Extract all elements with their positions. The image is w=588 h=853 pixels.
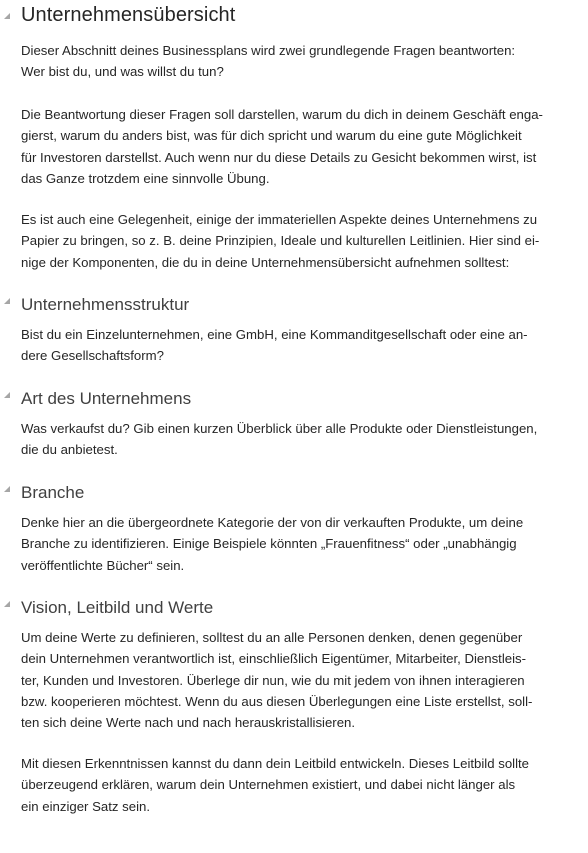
collapse-triangle-icon[interactable] bbox=[4, 601, 10, 607]
section-heading-art-des-unternehmens: Art des Unternehmens bbox=[21, 389, 192, 408]
text-line: ter, Kunden und Investoren. Überlege dir nun, wie du mit jedem von ihnen interagieren bbox=[21, 672, 525, 688]
text-line: gierst, warum du anders bist, was für dich spricht und warum du eine gute Möglichkeit bbox=[21, 128, 522, 144]
text-line: Denke hier an die übergeordnete Kategorie der von dir verkauften Produkte, um deine bbox=[21, 515, 524, 530]
text-line: Mit diesen Erkenntnissen kannst du dann dein Leitbild entwickeln. Dieses Leitbild sollte bbox=[21, 756, 530, 771]
section-heading-branche: Branche bbox=[21, 483, 85, 502]
text-line: dein Unternehmen verantwortlich ist, einschließlich Eigentümer, Mitarbeiter, Dienstleis- bbox=[21, 651, 527, 667]
text-line: Papier zu bringen, so z. B. deine Prinzipien, Ideale und kulturellen Leitlinien. Hier sind ei- bbox=[21, 233, 540, 249]
text-line: die du anbietest. bbox=[21, 442, 118, 458]
text-line: Was verkaufst du? Gib einen kurzen Überblick über alle Produkte oder Dienstleistungen, bbox=[21, 421, 538, 436]
collapse-triangle-icon[interactable] bbox=[4, 298, 10, 304]
intro-paragraph-3 bbox=[21, 209, 567, 273]
text-line: veröffentlichte Bücher“ sein. bbox=[21, 557, 185, 573]
text-line: dere Gesellschaftsform? bbox=[21, 348, 164, 364]
text-line: bzw. kooperieren möchtest. Wenn du aus diesen Überlegungen eine Liste erstellst, soll- bbox=[21, 693, 533, 709]
section-heading-unternehmensstruktur: Unternehmensstruktur bbox=[21, 295, 190, 314]
collapse-triangle-icon[interactable] bbox=[4, 13, 10, 19]
section-paragraph bbox=[21, 418, 567, 461]
collapse-triangle-icon[interactable] bbox=[4, 486, 10, 492]
page-title: Unternehmensübersicht bbox=[21, 4, 236, 26]
section-paragraph bbox=[21, 512, 567, 576]
text-line: ten sich deine Werte nach und nach herauskristallisieren. bbox=[21, 715, 356, 731]
text-line: für Investoren darstellst. Auch wenn nur du diese Details zu Gesicht bekommen wirst, ist bbox=[21, 149, 537, 165]
text-line: überzeugend erklären, warum dein Unternehmen existiert, und dabei nicht länger als bbox=[21, 777, 516, 793]
text-line: Es ist auch eine Gelegenheit, einige der immateriellen Aspekte deines Unternehmens zu bbox=[21, 212, 538, 227]
text-line: ein einziger Satz sein. bbox=[21, 798, 151, 814]
text-line: Um deine Werte zu definieren, solltest du an alle Personen denken, denen gegenüber bbox=[21, 630, 523, 645]
text-line: nige der Komponenten, die du in deine Unternehmensübersicht aufnehmen solltest: bbox=[21, 254, 510, 270]
collapse-triangle-icon[interactable] bbox=[4, 392, 10, 398]
text-line: das Ganze trotzdem eine sinnvolle Übung. bbox=[21, 170, 270, 186]
text-line: Bist du ein Einzelunternehmen, eine GmbH, eine Kommanditgesellschaft oder eine an- bbox=[21, 327, 528, 342]
text-line: Wer bist du, und was willst du tun? bbox=[21, 64, 224, 80]
section-paragraph bbox=[21, 324, 567, 367]
text-line: Branche zu identifizieren. Einige Beispiele könnten „Frauenfitness“ oder „unabhängig bbox=[21, 536, 517, 552]
intro-paragraph-2 bbox=[21, 104, 567, 189]
text-line: Dieser Abschnitt deines Businessplans wird zwei grundlegende Fragen beantworten: bbox=[21, 43, 516, 58]
intro-paragraph-1 bbox=[21, 40, 567, 83]
section-paragraph bbox=[21, 753, 567, 817]
section-paragraph bbox=[21, 627, 567, 733]
section-heading-vision-leitbild-werte: Vision, Leitbild und Werte bbox=[21, 598, 214, 617]
text-line: Die Beantwortung dieser Fragen soll darstellen, warum du dich in deinem Geschäft enga- bbox=[21, 107, 543, 122]
